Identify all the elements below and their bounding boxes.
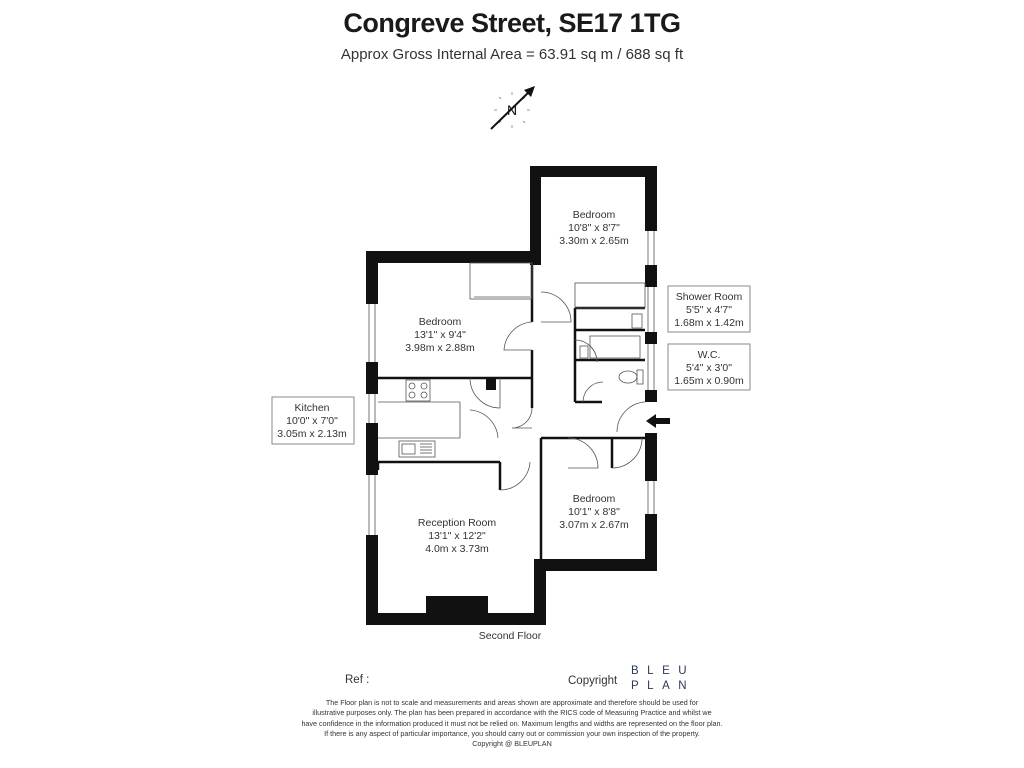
- disclaimer-copyright: Copyright @ BLEUPLAN: [472, 739, 552, 749]
- disclaimer-line: The Floor plan is not to scale and measurements and areas shown are approximate and therefore should be used for: [325, 698, 699, 707]
- hob-icon: [406, 380, 430, 401]
- sink-icon: [399, 441, 435, 457]
- room-name-reception: Reception Room: [417, 517, 497, 529]
- door-swings: [470, 292, 645, 490]
- wardrobe: [470, 263, 532, 299]
- room-imperial-bedroom-top: 10'8" x 8'7": [568, 222, 620, 234]
- room-name-shower-room: Shower Room: [675, 291, 743, 303]
- disclaimer-line: If there is any aspect of particular importance, you should carry out or commission your own inspection of the property.: [324, 728, 700, 738]
- room-metric-shower-room: 1.68m x 1.42m: [674, 317, 744, 329]
- room-imperial-shower-room: 5'5" x 4'7": [686, 304, 732, 316]
- compass-label: N: [506, 102, 518, 118]
- entrance-arrow-icon: [646, 414, 670, 428]
- page-title: Congreve Street, SE17 1TG: [343, 8, 681, 38]
- copyright-label: Copyright: [568, 675, 618, 687]
- room-imperial-bedroom-right: 10'1" x 8'8": [568, 506, 620, 518]
- toilet-icon: [619, 370, 643, 384]
- disclaimer-line: have confidence in the information produced it must not be relied on. Maximum lengths and widths are represented on the floor plan.: [301, 718, 723, 728]
- room-name-kitchen: Kitchen: [294, 402, 330, 414]
- room-imperial-bedroom-left: 13'1" x 9'4": [414, 329, 466, 341]
- kitchen-worktops: [378, 402, 460, 438]
- room-metric-reception: 4.0m x 3.73m: [425, 543, 489, 555]
- room-imperial-reception: 13'1" x 12'2": [428, 530, 486, 542]
- logo-line-1: BLEU: [631, 665, 696, 677]
- room-metric-bedroom-top: 3.30m x 2.65m: [559, 235, 629, 247]
- logo-line-2: PLAN: [631, 680, 696, 692]
- room-name-bedroom-top: Bedroom: [572, 209, 616, 221]
- room-name-bedroom-right: Bedroom: [572, 493, 616, 505]
- compass-icon: [491, 86, 535, 129]
- floor-label: Second Floor: [478, 630, 542, 642]
- callout-boxes: [272, 286, 750, 444]
- storage-top-bedroom: [575, 283, 645, 308]
- room-metric-bedroom-left: 3.98m x 2.88m: [405, 342, 475, 354]
- disclaimer: [262, 698, 762, 749]
- room-metric-kitchen: 3.05m x 2.13m: [277, 428, 347, 440]
- room-name-bedroom-left: Bedroom: [418, 316, 462, 328]
- room-name-wc: W.C.: [697, 349, 721, 361]
- room-metric-wc: 1.65m x 0.90m: [674, 375, 744, 387]
- room-metric-bedroom-right: 3.07m x 2.67m: [559, 519, 629, 531]
- ref-label: Ref :: [345, 674, 370, 686]
- shower-icon: [580, 314, 642, 358]
- bleuplan-logo: [631, 664, 696, 694]
- area-subtitle: Approx Gross Internal Area = 63.91 sq m / 688 sq ft: [340, 46, 684, 63]
- room-imperial-wc: 5'4" x 3'0": [686, 362, 732, 374]
- room-imperial-kitchen: 10'0" x 7'0": [286, 415, 338, 427]
- disclaimer-line: illustrative purposes only. The plan has been prepared in accordance with the RICS code of Measuring Practice and whilst we: [312, 708, 712, 718]
